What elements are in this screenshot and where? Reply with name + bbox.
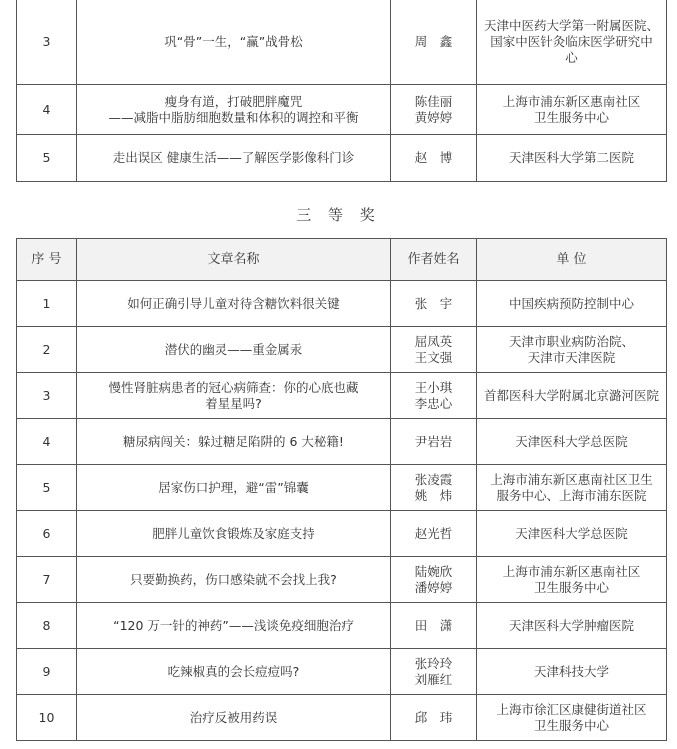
- cell-no: 10: [17, 695, 77, 741]
- cell-authors-line: 姚 炜: [414, 487, 453, 503]
- cell-authors-line: 尹岩岩: [414, 433, 453, 449]
- cell-title-line: 走出误区 健康生活——了解医学影像科门诊: [112, 150, 355, 165]
- cell-authors-line: 周 鑫: [414, 34, 453, 49]
- table-row: [17, 327, 667, 373]
- table-row: [17, 135, 667, 182]
- cell-unit: [477, 85, 667, 135]
- cell-no: 5: [17, 135, 77, 182]
- cell-no: 9: [17, 649, 77, 695]
- cell-no: 3: [17, 0, 77, 85]
- cell-title: [77, 419, 391, 465]
- cell-unit: [477, 695, 667, 741]
- cell-unit-line: 卫生服务中心: [533, 579, 609, 595]
- table-row: [17, 649, 667, 695]
- header-title: 文章名称: [77, 239, 391, 281]
- cell-title: [77, 465, 391, 511]
- table-row: [17, 557, 667, 603]
- cell-authors-line: 王文强: [414, 349, 453, 365]
- cell-unit-line: 卫生服务中心: [533, 109, 609, 125]
- award-table-third-prize-body: [17, 281, 667, 741]
- cell-title-line: 如何正确引导儿童对待含糖饮料很关键: [127, 295, 340, 311]
- cell-unit-line: 首都医科大学附属北京潞河医院: [483, 387, 659, 403]
- cell-title: [77, 0, 391, 85]
- cell-title-line: ——减脂中脂肪细胞数量和体积的调控和平衡: [108, 109, 359, 125]
- cell-unit-line: 天津医科大学肿瘤医院: [508, 617, 634, 633]
- cell-authors-line: 潘婷婷: [414, 579, 453, 595]
- cell-authors: [391, 557, 477, 603]
- cell-authors-line: 赵光哲: [414, 525, 453, 541]
- cell-authors: [391, 649, 477, 695]
- cell-unit: [477, 0, 667, 85]
- cell-authors-line: 邱 玮: [414, 709, 453, 725]
- cell-title-line: 只要勤换药，伤口感染就不会找上我?: [130, 571, 337, 587]
- cell-title-line: 瘦身有道，打破肥胖魔咒: [164, 93, 303, 109]
- cell-unit-line: 上海市浦东新区惠南社区卫生: [490, 471, 653, 487]
- table-row: [17, 511, 667, 557]
- cell-authors: [391, 373, 477, 419]
- cell-no: 2: [17, 327, 77, 373]
- cell-title-line: 着星星吗?: [205, 395, 262, 411]
- cell-unit: [477, 135, 667, 182]
- section-title-third-prize: 三 等 奖: [296, 206, 381, 224]
- table-row: [17, 695, 667, 741]
- cell-authors-line: 陈佳丽: [414, 93, 453, 109]
- cell-title: [77, 649, 391, 695]
- cell-no: 4: [17, 85, 77, 135]
- cell-title: [77, 557, 391, 603]
- cell-authors: [391, 419, 477, 465]
- cell-authors-line: 陆婉欣: [414, 563, 453, 579]
- table-row: [17, 465, 667, 511]
- cell-unit-line: 服务中心、上海市浦东医院: [496, 487, 647, 503]
- cell-authors-line: 黄婷婷: [414, 109, 453, 125]
- cell-title-line: 治疗反被用药误: [189, 709, 278, 725]
- table-row: [17, 281, 667, 327]
- cell-unit: [477, 649, 667, 695]
- cell-unit: [477, 465, 667, 511]
- cell-unit: [477, 281, 667, 327]
- cell-unit-line: 心: [565, 50, 578, 65]
- cell-unit-line: 天津市天津医院: [527, 349, 616, 365]
- cell-authors-line: 张 宇: [414, 295, 453, 311]
- cell-unit-line: 天津市职业病防治院、: [508, 333, 634, 349]
- cell-authors-line: 张玲玲: [414, 655, 453, 671]
- table-row: [17, 0, 667, 85]
- cell-no: 5: [17, 465, 77, 511]
- cell-authors: [391, 465, 477, 511]
- cell-title: [77, 603, 391, 649]
- cell-unit-line: 国家中医针灸临床医学研究中: [490, 34, 653, 49]
- cell-unit: [477, 511, 667, 557]
- header-no: 序 号: [17, 239, 77, 281]
- cell-unit-line: 天津医科大学第二医院: [508, 150, 634, 165]
- cell-unit: [477, 419, 667, 465]
- cell-unit: [477, 327, 667, 373]
- cell-unit: [477, 373, 667, 419]
- cell-authors-line: 刘雁红: [414, 671, 453, 687]
- cell-title-line: 肥胖儿童饮食锻炼及家庭支持: [152, 525, 315, 541]
- cell-authors-line: 屈凤英: [414, 333, 453, 349]
- table-row: [17, 85, 667, 135]
- cell-no: 4: [17, 419, 77, 465]
- cell-authors: [391, 327, 477, 373]
- table-row: [17, 373, 667, 419]
- cell-no: 6: [17, 511, 77, 557]
- cell-title: [77, 373, 391, 419]
- cell-no: 8: [17, 603, 77, 649]
- award-table-top: [16, 0, 667, 182]
- cell-unit-line: 天津科技大学: [533, 663, 609, 679]
- cell-title-line: 潜伏的幽灵——重金属汞: [164, 341, 303, 357]
- header-unit: 单 位: [477, 239, 667, 281]
- award-table-third-prize: [16, 238, 667, 741]
- cell-authors: [391, 281, 477, 327]
- cell-authors-line: 李忠心: [414, 395, 453, 411]
- cell-authors: [391, 0, 477, 85]
- cell-authors-line: 张凌霞: [414, 471, 453, 487]
- table-row: [17, 603, 667, 649]
- cell-authors: [391, 603, 477, 649]
- cell-unit: [477, 603, 667, 649]
- cell-unit-line: 天津中医药大学第一附属医院、: [483, 18, 659, 33]
- cell-authors: [391, 85, 477, 135]
- cell-unit-line: 天津医科大学总医院: [515, 525, 628, 541]
- cell-unit-line: 天津医科大学总医院: [515, 433, 628, 449]
- cell-title-line: 居家伤口护理，避“雷”锦囊: [158, 479, 309, 495]
- table-header-row: [17, 239, 667, 281]
- cell-title: [77, 327, 391, 373]
- cell-title: [77, 135, 391, 182]
- cell-no: 1: [17, 281, 77, 327]
- cell-title-line: “120 万一针的神药”——浅谈免疫细胞治疗: [113, 617, 354, 633]
- cell-authors-line: 赵 博: [414, 150, 453, 165]
- cell-no: 7: [17, 557, 77, 603]
- cell-unit-line: 卫生服务中心: [533, 717, 609, 733]
- cell-authors-line: 田 潇: [414, 617, 453, 633]
- cell-unit-line: 上海市浦东新区惠南社区: [502, 93, 641, 109]
- cell-unit-line: 上海市徐汇区康健街道社区: [496, 701, 647, 717]
- cell-unit-line: 上海市浦东新区惠南社区: [502, 563, 641, 579]
- table-row: [17, 419, 667, 465]
- cell-title: [77, 85, 391, 135]
- cell-authors: [391, 511, 477, 557]
- cell-title-line: 巩“骨”一生，“赢”战骨松: [164, 34, 303, 49]
- cell-unit: [477, 557, 667, 603]
- cell-title: [77, 281, 391, 327]
- cell-authors-line: 王小琪: [414, 379, 453, 395]
- cell-title-line: 吃辣椒真的会长痘痘吗?: [167, 663, 300, 679]
- award-table-top-body: [17, 0, 667, 182]
- cell-title: [77, 511, 391, 557]
- cell-authors: [391, 695, 477, 741]
- cell-title-line: 慢性肾脏病患者的冠心病筛查：你的心底也藏: [108, 379, 359, 395]
- cell-authors: [391, 135, 477, 182]
- cell-title-line: 糖尿病闯关：躲过糖足陷阱的 6 大秘籍!: [123, 433, 344, 449]
- header-authors: 作者姓名: [391, 239, 477, 281]
- cell-title: [77, 695, 391, 741]
- cell-no: 3: [17, 373, 77, 419]
- cell-unit-line: 中国疾病预防控制中心: [508, 295, 634, 311]
